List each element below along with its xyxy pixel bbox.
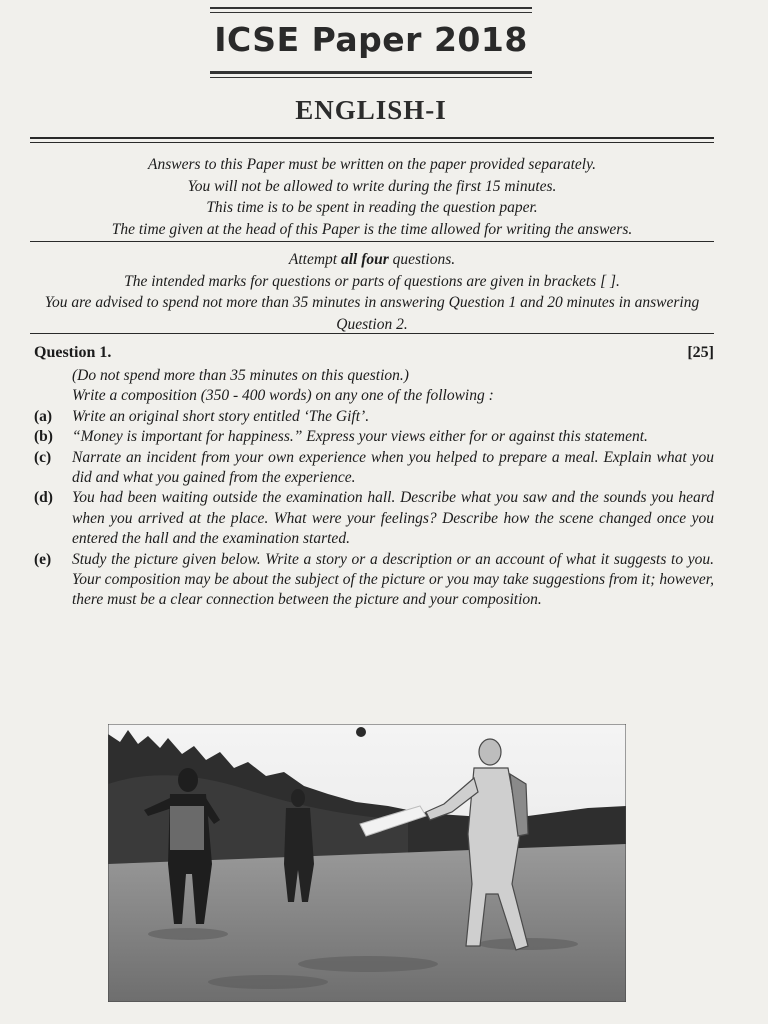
option-label: (b) — [34, 428, 53, 446]
option-text: Write an original short story entitled ‘The Gift’. — [72, 407, 370, 425]
title-bottom-rule — [210, 71, 532, 74]
title-bottom-rule-thin — [210, 77, 532, 78]
option-label: (c) — [34, 448, 52, 466]
option-text: Narrate an incident from your own experience when you helped to prepare a meal. Explain what you did and what you gained from the experience. — [72, 448, 714, 487]
header-divider-thin — [30, 142, 714, 143]
title-top-rule-thin — [210, 12, 532, 13]
option-b — [34, 427, 714, 447]
question-body — [34, 366, 714, 611]
question-title: Question 1. — [34, 344, 112, 361]
instruction-line: Answers to this Paper must be written on the paper provided separately. — [147, 156, 597, 173]
header-divider — [30, 137, 714, 139]
question-heading — [34, 344, 714, 362]
ball — [356, 727, 366, 737]
option-label: (a) — [34, 407, 53, 425]
marks-instruction: The intended marks for questions or parts of questions are given in brackets [ ]. — [124, 272, 620, 290]
option-label: (d) — [34, 489, 53, 507]
page-title: ICSE Paper 2018 — [214, 20, 528, 59]
question-note: (Do not spend more than 35 minutes on this question.) — [72, 367, 409, 384]
questions-divider — [30, 333, 714, 334]
title-top-rule — [210, 7, 532, 9]
option-e — [34, 550, 714, 611]
question-marks: [25] — [687, 344, 714, 361]
option-text: Study the picture given below. Write a story or a description or an account of what it suggests to you. Your composition may be about the subject of the picture or you may take suggestions from it; however, there must be a clear connection between the picture and your composition. — [72, 550, 714, 609]
option-c — [34, 448, 714, 489]
instructions-divider — [30, 241, 714, 242]
option-text: You had been waiting outside the examination hall. Describe what you saw and the sounds you heard when you arrived at the place. What were your feelings? Describe how the scene changed once you entered the hall and the examination started. — [72, 489, 714, 548]
instruction-line: The time given at the head of this Paper is the time allowed for writing the answers. — [111, 220, 633, 238]
instruction-line: You will not be allowed to write during the first 15 minutes. — [187, 177, 557, 195]
instruction-line: This time is to be spent in reading the question paper. — [206, 199, 538, 216]
instructions-top — [30, 154, 714, 240]
option-d — [34, 488, 714, 549]
time-instruction: You are advised to spend not more than 35 minutes in answering Question 1 and 20 minutes in answering Question 2. — [44, 294, 700, 333]
option-a — [34, 407, 714, 427]
attempt-line: Attempt all four questions. — [288, 251, 456, 268]
option-text: “Money is important for happiness.” Express your views either for or against this statement. — [72, 428, 648, 446]
cricket-photo — [108, 724, 626, 1002]
question-prompt: Write a composition (350 - 400 words) on any one of the following : — [72, 387, 494, 405]
instructions-bottom — [30, 249, 714, 335]
option-label: (e) — [34, 550, 52, 568]
attempt-emphasis: all four — [340, 251, 389, 268]
subject-heading: ENGLISH-I — [295, 95, 447, 125]
